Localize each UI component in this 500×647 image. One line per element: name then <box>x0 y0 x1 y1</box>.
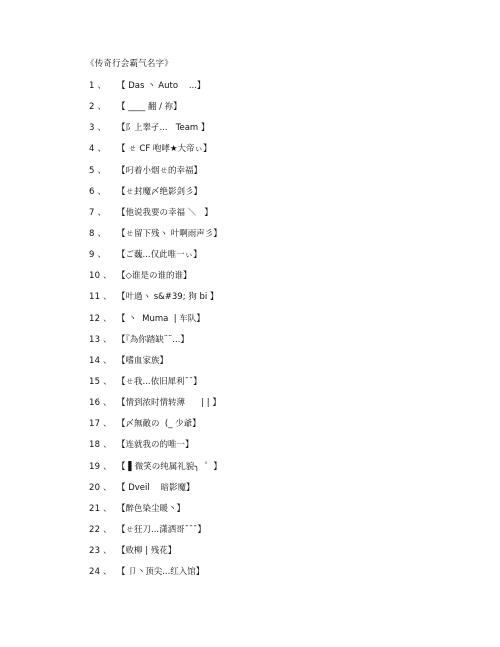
list-item <box>89 397 222 418</box>
item-name-text: 【 Das 丶 Auto ...】 <box>117 81 206 91</box>
list-item <box>89 334 222 355</box>
list-item <box>89 524 222 545</box>
item-number: 10 、 <box>89 271 112 282</box>
item-name-text: 【ㄝ我...依旧犀利¯¯】 <box>117 376 202 387</box>
item-number: 3 、 <box>89 123 107 134</box>
list-item <box>89 418 222 439</box>
item-number: 17 、 <box>89 419 112 430</box>
item-name-text: 【 ㄝ CF 咆哮★大帝ぃ】 <box>117 144 212 155</box>
item-number: 21 、 <box>89 503 112 514</box>
item-name-text: 【 卩丶顶尖...红入馆】 <box>117 567 205 578</box>
item-number: 14 、 <box>89 355 112 366</box>
item-name-text: 【 Dveil 暗影魔】 <box>117 482 195 493</box>
name-list <box>89 80 222 587</box>
item-name-text: 【ご蘶...仅此唯一ぃ】 <box>117 250 202 261</box>
list-item <box>89 439 222 460</box>
list-item <box>89 101 222 122</box>
item-name-text: 【◇谁是の谁的谁】 <box>117 271 192 282</box>
item-name-text: 【醉色染尘暖丶】 <box>117 503 186 514</box>
item-number: 15 、 <box>89 376 112 387</box>
list-item <box>89 249 222 270</box>
list-item <box>89 207 222 228</box>
list-item <box>89 165 222 186</box>
list-item <box>89 545 222 566</box>
item-name-text: 【他说我要の幸福 ＼ 】 <box>117 207 213 218</box>
item-number: 23 、 <box>89 546 112 557</box>
item-name-text: 【『為你踏缺¨¨...】 <box>117 334 189 345</box>
list-item <box>89 228 222 249</box>
item-number: 24 、 <box>89 567 112 578</box>
list-item <box>89 376 222 397</box>
item-name-text: 【 ▌微笑の纯属礼貌╮ ゜】 <box>117 461 222 472</box>
item-number: 11 、 <box>89 292 112 303</box>
list-item <box>89 122 222 143</box>
list-item <box>89 143 222 164</box>
item-name-text: 【ㄝ留下残ヽ 叶啊雨声彡】 <box>117 228 222 239</box>
item-name-text: 【败柳 | 残花】 <box>117 546 177 557</box>
item-name-text: 【叶過ヽ s&#39; 狗 bi 】 <box>117 292 219 303</box>
item-name-text: 【ㄝ封魔〆绝影剑彡】 <box>117 186 203 197</box>
list-item <box>89 355 222 376</box>
item-number: 9 、 <box>89 250 107 261</box>
item-name-text: 【 ____ 翻 / 祢】 <box>117 102 182 113</box>
list-item <box>89 270 222 291</box>
item-number: 5 、 <box>89 165 107 176</box>
item-name-text: 【情到浓时情转薄 | | 】 <box>117 398 221 409</box>
item-number: 7 、 <box>89 207 107 218</box>
item-number: 20 、 <box>89 482 112 493</box>
list-item <box>89 80 222 101</box>
item-number: 13 、 <box>89 334 112 345</box>
item-name-text: 【 丶 Muma | 车队】 <box>117 313 205 324</box>
list-item <box>89 291 222 312</box>
item-number: 8 、 <box>89 228 107 239</box>
list-item <box>89 503 222 524</box>
item-number: 4 、 <box>89 144 107 155</box>
item-number: 16 、 <box>89 398 112 409</box>
list-item <box>89 313 222 334</box>
list-item <box>89 482 222 503</box>
item-name-text: 【ㄝ狂刀...潇洒哥¯¯¯】 <box>117 524 206 535</box>
item-name-text: 【〆無敵の (_ 少爺】 <box>117 419 201 430</box>
item-name-text: 【叼着小烟ㄝ的幸福】 <box>117 165 203 176</box>
list-item <box>89 186 222 207</box>
document-title: 《传奇行会霸气名字》 <box>86 59 174 69</box>
item-number: 12 、 <box>89 313 112 324</box>
item-number: 19 、 <box>89 461 112 472</box>
item-number: 18 、 <box>89 440 112 451</box>
item-number: 6 、 <box>89 186 107 197</box>
item-number: 1 、 <box>89 81 107 91</box>
item-number: 22 、 <box>89 524 112 535</box>
list-item <box>89 461 222 482</box>
item-name-text: 【嗜血家族】 <box>117 355 169 366</box>
item-name-text: 【阝上睾孑... Team 】 <box>117 123 210 134</box>
item-name-text: 【连就我の的唯一】 <box>117 440 194 451</box>
item-number: 2 、 <box>89 102 107 113</box>
list-item <box>89 566 222 587</box>
